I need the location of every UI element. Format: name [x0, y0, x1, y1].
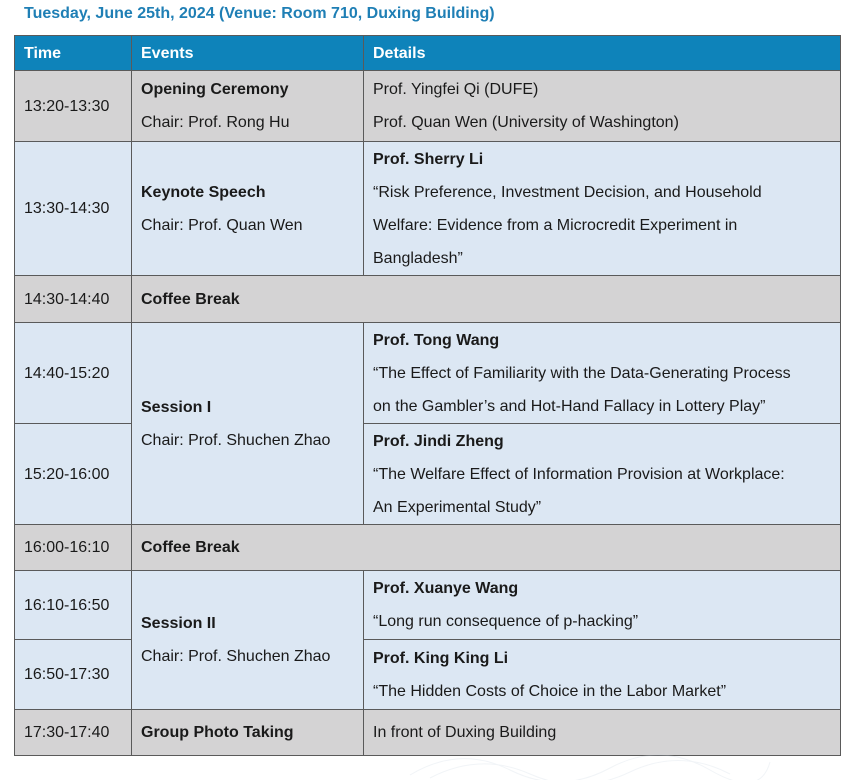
details-cell [364, 424, 841, 525]
talk-title-line: “The Welfare Effect of Information Provision at Workplace: [373, 465, 785, 483]
table-row [15, 571, 841, 640]
table-row [15, 276, 841, 323]
schedule-table [14, 35, 841, 756]
details-cell: In front of Duxing Building [364, 710, 841, 756]
time-cell: 13:20-13:30 [15, 71, 132, 142]
event-title: Opening Ceremony [141, 81, 289, 98]
detail-line: Prof. Quan Wen (University of Washington) [373, 114, 679, 131]
time-cell: 14:40-15:20 [15, 323, 132, 424]
time-cell: 14:30-14:40 [15, 276, 132, 323]
talk-title-line: Bangladesh” [373, 249, 463, 267]
speaker-name: Prof. King King Li [373, 649, 509, 667]
session-title: Session I [141, 398, 212, 416]
watermark-decoration [400, 740, 780, 780]
table-row [15, 525, 841, 571]
event-chair: Chair: Prof. Rong Hu [141, 114, 290, 131]
session-title: Session II [141, 615, 216, 632]
details-cell [364, 142, 841, 276]
page-title: Tuesday, June 25th, 2024 (Venue: Room 710, Duxing Building) [24, 5, 495, 22]
session-chair: Chair: Prof. Shuchen Zhao [141, 431, 331, 449]
details-cell [364, 571, 841, 640]
event-cell: Group Photo Taking [132, 710, 364, 756]
table-row [15, 323, 841, 424]
time-cell: 15:20-16:00 [15, 424, 132, 525]
table-header-row [15, 36, 841, 71]
talk-title-line: “Long run consequence of p-hacking” [373, 613, 639, 630]
event-title: Keynote Speech [141, 183, 266, 201]
time-cell: 17:30-17:40 [15, 710, 132, 756]
event-chair: Chair: Prof. Quan Wen [141, 216, 303, 234]
table-row [15, 71, 841, 142]
session-cell [132, 571, 364, 710]
details-cell [364, 640, 841, 710]
talk-title-line: “The Effect of Familiarity with the Data-Generating Process [373, 364, 791, 382]
event-cell [132, 142, 364, 276]
column-header-events: Events [132, 36, 364, 71]
time-cell: 16:00-16:10 [15, 525, 132, 571]
time-cell: 16:50-17:30 [15, 640, 132, 710]
speaker-name: Prof. Xuanye Wang [373, 580, 519, 597]
column-header-details: Details [364, 36, 841, 71]
table-row [15, 142, 841, 276]
talk-title-line: “Risk Preference, Investment Decision, and Household [373, 183, 762, 201]
event-cell [132, 71, 364, 142]
column-header-time: Time [15, 36, 132, 71]
talk-title-line: “The Hidden Costs of Choice in the Labor Market” [373, 682, 727, 700]
session-cell [132, 323, 364, 525]
detail-line: Prof. Yingfei Qi (DUFE) [373, 81, 539, 98]
speaker-name: Prof. Jindi Zheng [373, 432, 504, 450]
talk-title-line: An Experimental Study” [373, 498, 542, 516]
talk-title-line: on the Gambler’s and Hot-Hand Fallacy in Lottery Play” [373, 397, 766, 415]
details-cell [364, 71, 841, 142]
talk-title-line: Welfare: Evidence from a Microcredit Experiment in [373, 216, 738, 234]
session-chair: Chair: Prof. Shuchen Zhao [141, 648, 331, 665]
break-cell: Coffee Break [132, 276, 841, 323]
speaker-name: Prof. Tong Wang [373, 331, 500, 349]
details-cell [364, 323, 841, 424]
time-cell: 13:30-14:30 [15, 142, 132, 276]
speaker-name: Prof. Sherry Li [373, 150, 484, 168]
break-cell: Coffee Break [132, 525, 841, 571]
time-cell: 16:10-16:50 [15, 571, 132, 640]
